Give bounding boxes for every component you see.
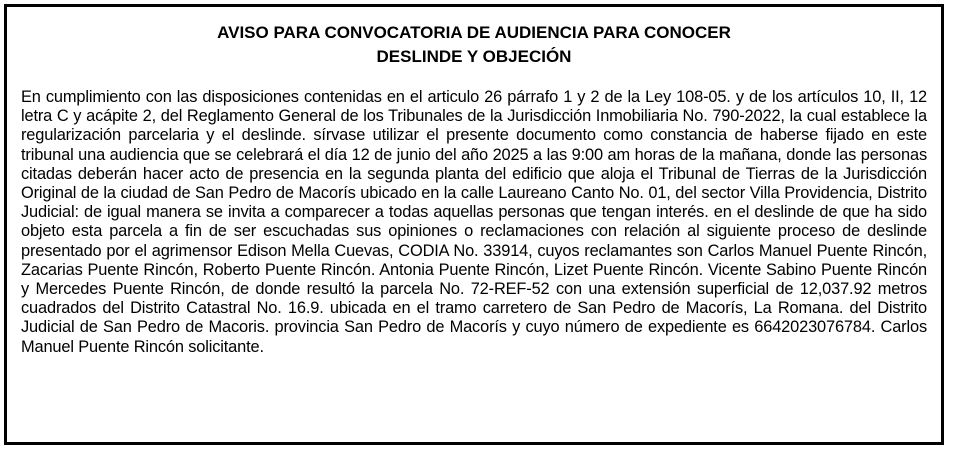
notice-title-line-1: AVISO PARA CONVOCATORIA DE AUDIENCIA PARA CONOCER bbox=[217, 23, 731, 42]
notice-title-line-2: DESLINDE Y OBJECIÓN bbox=[376, 47, 572, 66]
notice-body: En cumplimiento con las disposiciones contenidas en el articulo 26 párrafo 1 y 2 de la Ley 108-05. y de los artículos 10, II, 12 letra C y acápite 2, del Reglamento General de los Tribunales de la Jurisdicción Inmobiliaria No. 790-2022, la cual establece la regularización parcelaria y el deslinde. sírvase utilizar el presente documento como constancia de haberse fijado en este tribunal una audiencia que se celebrará el día 12 de junio del año 2025 a las 9:00 am horas de la mañana, donde las personas citadas deberán hacer acto de presencia en la segunda planta del edificio que aloja el Tribunal de Tierras de la Jurisdicción Original de la ciudad de San Pedro de Macorís ubicado en la calle Laureano Canto No. 01, del sector Villa Providencia, Distrito Judicial: de igual manera se invita a comparecer a todas aquellas personas que tengan interés. en el deslinde de que ha sido objeto esta parcela a fin de ser escuchadas sus opiniones o reclamaciones con relación al siguiente proceso de deslinde presentado por el agrimensor Edison Mella Cuevas, CODIA No. 33914, cuyos reclamantes son Carlos Manuel Puente Rincón, Zacarias Puente Rincón, Roberto Puente Rincón. Antonia Puente Rincón, Lizet Puente Rincón. Vicente Sabino Puente Rincón y Mercedes Puente Rincón, de donde resultó la parcela No. 72-REF-52 con una extensión superficial de 12,037.92 metros cuadrados del Distrito Catastral No. 16.9. ubicada en el tramo carretero de San Pedro de Macorís, La Romana. del Distrito Judicial de San Pedro de Macoris. provincia San Pedro de Macorís y cuyo número de expediente es 6642023076784. Carlos Manuel Puente Rincón solicitante. bbox=[21, 88, 927, 356]
legal-notice bbox=[4, 4, 944, 445]
notice-title bbox=[21, 21, 927, 69]
